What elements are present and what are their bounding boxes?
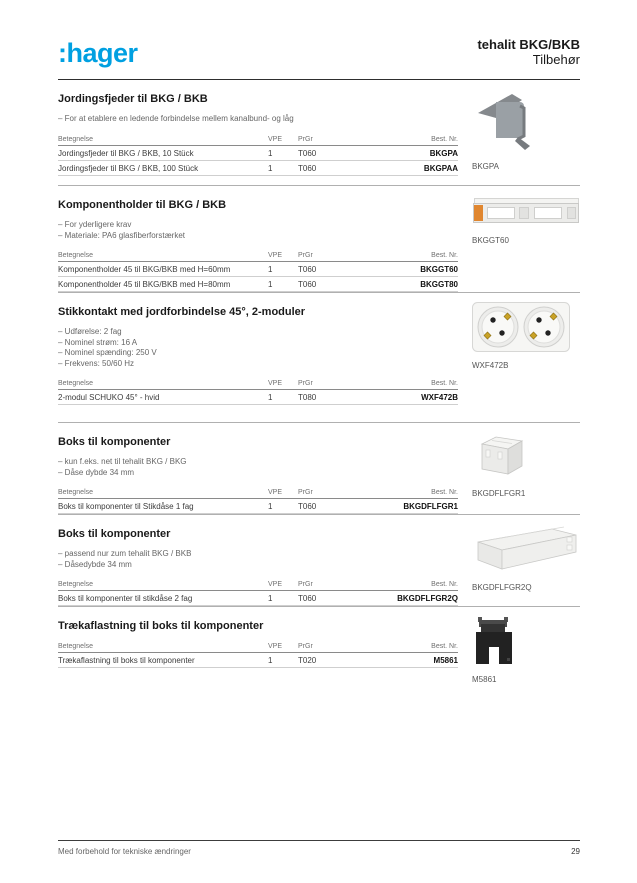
product-table	[58, 643, 458, 668]
bullet-item: – Materiale: PA6 glasfiberforstærket	[58, 231, 458, 242]
page-footer	[58, 840, 580, 856]
table-row	[58, 499, 458, 514]
bullet-item: – Frekvens: 50/60 Hz	[58, 359, 458, 370]
product-table	[58, 489, 458, 514]
image-caption: M5861	[472, 675, 497, 684]
image-caption: BKGGT60	[472, 236, 509, 245]
cell-bestnr: BKGDFLFGR2Q	[358, 591, 458, 606]
col-header-prgr: PrGr	[298, 252, 358, 262]
col-header-vpe: VPE	[268, 643, 298, 653]
col-header-prgr: PrGr	[298, 643, 358, 653]
page-subtitle: Tilbehør	[532, 52, 580, 67]
cell-prgr: T060	[298, 145, 358, 160]
table-row	[58, 277, 458, 292]
col-header-bestnr: Best. Nr.	[358, 380, 458, 390]
cell-betegnelse: Boks til komponenter til stikdåse 2 fag	[58, 591, 268, 606]
section-komponentholder	[58, 186, 580, 293]
col-header-betegnelse: Betegnelse	[58, 136, 268, 146]
table-row	[58, 390, 458, 405]
section-stikkontakt	[58, 293, 580, 423]
bullet-list	[58, 220, 458, 241]
product-image-bkgdflfgr2q	[472, 524, 580, 574]
bullet-item: – Nominel spænding: 250 V	[58, 348, 458, 359]
product-image-wxf472b	[472, 302, 570, 352]
col-header-bestnr: Best. Nr.	[358, 489, 458, 499]
bullet-list	[58, 114, 458, 125]
table-row	[58, 262, 458, 277]
product-image-column	[472, 607, 580, 757]
col-header-prgr: PrGr	[298, 136, 358, 146]
bullet-item: – Dåse dybde 34 mm	[58, 468, 458, 479]
cell-bestnr: BKGGT60	[358, 262, 458, 277]
product-image-column	[472, 515, 580, 606]
section-title: Komponentholder til BKG / BKB	[58, 199, 227, 211]
col-header-bestnr: Best. Nr.	[358, 581, 458, 591]
product-image-column	[472, 80, 580, 185]
cell-prgr: T060	[298, 591, 358, 606]
cell-prgr: T060	[298, 160, 358, 175]
cell-bestnr: M5861	[358, 653, 458, 668]
product-image-bkggt60	[472, 195, 580, 227]
bullet-list	[58, 549, 458, 570]
product-image-column	[472, 186, 580, 292]
cell-bestnr: WXF472B	[358, 390, 458, 405]
page-header	[58, 0, 580, 80]
col-header-betegnelse: Betegnelse	[58, 643, 268, 653]
image-caption: BKGDFLFGR2Q	[472, 583, 532, 592]
cell-vpe: 1	[268, 591, 298, 606]
col-header-vpe: VPE	[268, 252, 298, 262]
product-table	[58, 380, 458, 405]
product-image-bkgpa	[472, 89, 544, 153]
cell-prgr: T020	[298, 653, 358, 668]
table-row	[58, 160, 458, 175]
bullet-item: – Nominel strøm: 16 A	[58, 338, 458, 349]
table-row	[58, 145, 458, 160]
cell-vpe: 1	[268, 145, 298, 160]
image-caption: BKGPA	[472, 162, 499, 171]
col-header-betegnelse: Betegnelse	[58, 252, 268, 262]
cell-prgr: T060	[298, 499, 358, 514]
cell-prgr: T060	[298, 262, 358, 277]
cell-prgr: T060	[298, 277, 358, 292]
header-titles	[477, 37, 580, 67]
col-header-vpe: VPE	[268, 581, 298, 591]
cell-bestnr: BKGPA	[358, 145, 458, 160]
bullet-list	[58, 457, 458, 478]
cell-vpe: 1	[268, 499, 298, 514]
bullet-item: – For at etablere en ledende forbindelse mellem kanalbund- og låg	[58, 114, 458, 125]
product-image-column	[472, 293, 580, 422]
cell-bestnr: BKGDFLFGR1	[358, 499, 458, 514]
page-title: tehalit BKG/BKB	[477, 37, 580, 52]
cell-vpe: 1	[268, 653, 298, 668]
col-header-bestnr: Best. Nr.	[358, 252, 458, 262]
hager-logo: :hager	[58, 38, 138, 68]
section-traekaflastning	[58, 607, 580, 757]
bullet-list	[58, 327, 458, 369]
section-boks-1fag	[58, 423, 580, 515]
product-table	[58, 136, 458, 176]
cell-prgr: T080	[298, 390, 358, 405]
image-caption: BKGDFLFGR1	[472, 489, 526, 498]
col-header-prgr: PrGr	[298, 380, 358, 390]
cell-vpe: 1	[268, 390, 298, 405]
section-title: Trækaflastning til boks til komponenter	[58, 620, 264, 632]
col-header-betegnelse: Betegnelse	[58, 380, 268, 390]
product-image-m5861	[472, 616, 516, 666]
cell-betegnelse: Komponentholder 45 til BKG/BKB med H=60mm	[58, 262, 268, 277]
bullet-item: – For yderligere krav	[58, 220, 458, 231]
product-table	[58, 252, 458, 292]
bullet-item: – Udførelse: 2 fag	[58, 327, 458, 338]
cell-vpe: 1	[268, 277, 298, 292]
cell-betegnelse: Komponentholder 45 til BKG/BKB med H=80mm	[58, 277, 268, 292]
cell-vpe: 1	[268, 160, 298, 175]
section-title: Boks til komponenter	[58, 436, 171, 448]
page-number: 29	[571, 847, 580, 856]
product-image-bkgdflfgr1	[472, 432, 528, 480]
col-header-prgr: PrGr	[298, 581, 358, 591]
image-caption: WXF472B	[472, 361, 509, 370]
bullet-item: – Dåsedybde 34 mm	[58, 560, 458, 571]
section-boks-2fag	[58, 515, 580, 607]
cell-vpe: 1	[268, 262, 298, 277]
section-jordingsfjeder	[58, 80, 580, 186]
cell-betegnelse: Jordingsfjeder til BKG / BKB, 100 Stück	[58, 160, 268, 175]
table-row	[58, 591, 458, 606]
cell-betegnelse: Trækaflastning til boks til komponenter	[58, 653, 268, 668]
bullet-item: – passend nur zum tehalit BKG / BKB	[58, 549, 458, 560]
product-table	[58, 581, 458, 606]
section-title: Jordingsfjeder til BKG / BKB	[58, 93, 208, 105]
col-header-vpe: VPE	[268, 489, 298, 499]
col-header-bestnr: Best. Nr.	[358, 643, 458, 653]
cell-bestnr: BKGPAA	[358, 160, 458, 175]
table-row	[58, 653, 458, 668]
col-header-betegnelse: Betegnelse	[58, 581, 268, 591]
col-header-vpe: VPE	[268, 380, 298, 390]
col-header-prgr: PrGr	[298, 489, 358, 499]
cell-bestnr: BKGGT80	[358, 277, 458, 292]
cell-betegnelse: Jordingsfjeder til BKG / BKB, 10 Stück	[58, 145, 268, 160]
product-image-column	[472, 423, 580, 514]
cell-betegnelse: 2-modul SCHUKO 45° - hvid	[58, 390, 268, 405]
cell-betegnelse: Boks til komponenter til Stikdåse 1 fag	[58, 499, 268, 514]
bullet-item: – kun f.eks. net til tehalit BKG / BKG	[58, 457, 458, 468]
section-title: Boks til komponenter	[58, 528, 171, 540]
footer-note: Med forbehold for tekniske ændringer	[58, 847, 191, 856]
col-header-vpe: VPE	[268, 136, 298, 146]
col-header-betegnelse: Betegnelse	[58, 489, 268, 499]
col-header-bestnr: Best. Nr.	[358, 136, 458, 146]
section-title: Stikkontakt med jordforbindelse 45°, 2-moduler	[58, 306, 306, 318]
